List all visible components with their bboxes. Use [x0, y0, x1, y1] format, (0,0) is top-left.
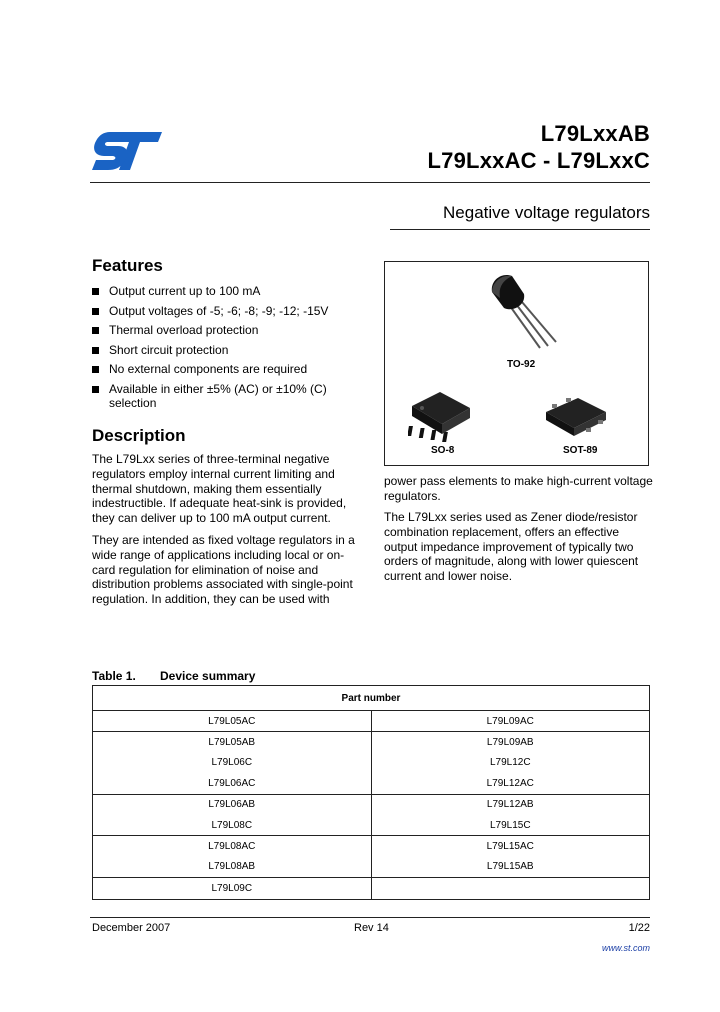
feature-item — [92, 304, 362, 318]
table-cell: L79L09C — [93, 878, 372, 899]
bullet-icon — [92, 347, 99, 354]
header-divider — [90, 182, 650, 183]
title-line-1: L79LxxAB — [540, 121, 650, 146]
table-row — [93, 711, 650, 732]
description-paragraph-2: They are intended as fixed voltage regulators in a wide range of applications including local or on-card regulation for elimination of noise and distribution problems associated with single-point regulation. In addition, they can be used with — [92, 533, 355, 607]
feature-text: Output current up to 100 mA — [109, 284, 261, 298]
bullet-icon — [92, 288, 99, 295]
st-logo — [90, 128, 164, 172]
feature-item — [92, 284, 362, 298]
table-cell: L79L09AB — [371, 732, 650, 753]
feature-item — [92, 323, 362, 337]
table-row — [93, 857, 650, 878]
description-paragraph-3: power pass elements to make high-current voltage regulators. — [384, 474, 653, 503]
table-cell: L79L12C — [371, 753, 650, 773]
footer-date: December 2007 — [92, 922, 171, 934]
table-cell: L79L08AB — [93, 857, 372, 878]
table-cell — [371, 878, 650, 899]
table-row — [93, 794, 650, 815]
feature-item — [92, 382, 362, 410]
feature-list — [92, 284, 362, 415]
table-cell: L79L06AB — [93, 794, 372, 815]
footer-page-number: 1/22 — [628, 922, 650, 934]
table-header-cell: Part number — [93, 686, 650, 711]
so8-label: SO-8 — [431, 445, 455, 456]
table-cell: L79L05AC — [93, 711, 372, 732]
bullet-icon — [92, 366, 99, 373]
subtitle-divider — [390, 229, 650, 230]
description-heading: Description — [92, 426, 186, 445]
table-cell: L79L08C — [93, 815, 372, 836]
table-cell: L79L12AC — [371, 773, 650, 794]
table-cell: L79L15AB — [371, 857, 650, 878]
description-paragraph-1: The L79Lxx series of three-terminal negative regulators employ internal current limiting and thermal shutdown, making them essentially indestructible. If adequate heat-sink is provided, they can deliver up to 100 mA output current. — [92, 452, 347, 526]
bullet-icon — [92, 308, 99, 315]
title-line-2: L79LxxAC - L79LxxC — [427, 148, 650, 173]
table-cell: L79L15AC — [371, 836, 650, 857]
table-cell: L79L15C — [371, 815, 650, 836]
table-row — [93, 836, 650, 857]
table-row — [93, 732, 650, 753]
feature-item — [92, 362, 362, 376]
table-cell: L79L05AB — [93, 732, 372, 753]
sot89-label: SOT-89 — [563, 445, 598, 456]
feature-text: Thermal overload protection — [109, 323, 259, 337]
device-summary-table — [92, 685, 650, 900]
table-cell: L79L06AC — [93, 773, 372, 794]
table-row — [93, 753, 650, 773]
table-row — [93, 773, 650, 794]
feature-text: Output voltages of -5; -6; -8; -9; -12; -15V — [109, 303, 329, 318]
footer-divider — [90, 917, 650, 918]
so8-package-image — [408, 386, 474, 442]
description-paragraph-4: The L79Lxx series used as Zener diode/resistor combination replacement, offers an effective output impedance improvement of typically two orders of magnitude, along with lower quiescent current and lower noise. — [384, 510, 639, 584]
table-caption — [92, 669, 255, 683]
bullet-icon — [92, 386, 99, 393]
features-heading: Features — [92, 256, 163, 275]
table-cell: L79L06C — [93, 753, 372, 773]
feature-text: Available in either ±5% (AC) or ±10% (C) selection — [109, 381, 327, 410]
table-cell: L79L08AC — [93, 836, 372, 857]
bullet-icon — [92, 327, 99, 334]
feature-text: No external components are required — [109, 362, 308, 376]
table-cell: L79L09AC — [371, 711, 650, 732]
table-caption-title: Device summary — [160, 669, 256, 683]
table-cell: L79L12AB — [371, 794, 650, 815]
footer-website-link[interactable]: www.st.com — [601, 943, 650, 953]
table-row — [93, 878, 650, 899]
table-caption-number: Table 1. — [92, 669, 136, 683]
to92-package-image — [482, 270, 562, 358]
page-subtitle: Negative voltage regulators — [443, 203, 650, 222]
feature-text: Short circuit protection — [109, 342, 229, 357]
table-row — [93, 815, 650, 836]
feature-item — [92, 343, 362, 357]
to92-label: TO-92 — [507, 359, 536, 370]
table-header-row — [93, 686, 650, 711]
sot89-package-image — [540, 390, 612, 442]
footer-revision: Rev 14 — [354, 922, 389, 934]
